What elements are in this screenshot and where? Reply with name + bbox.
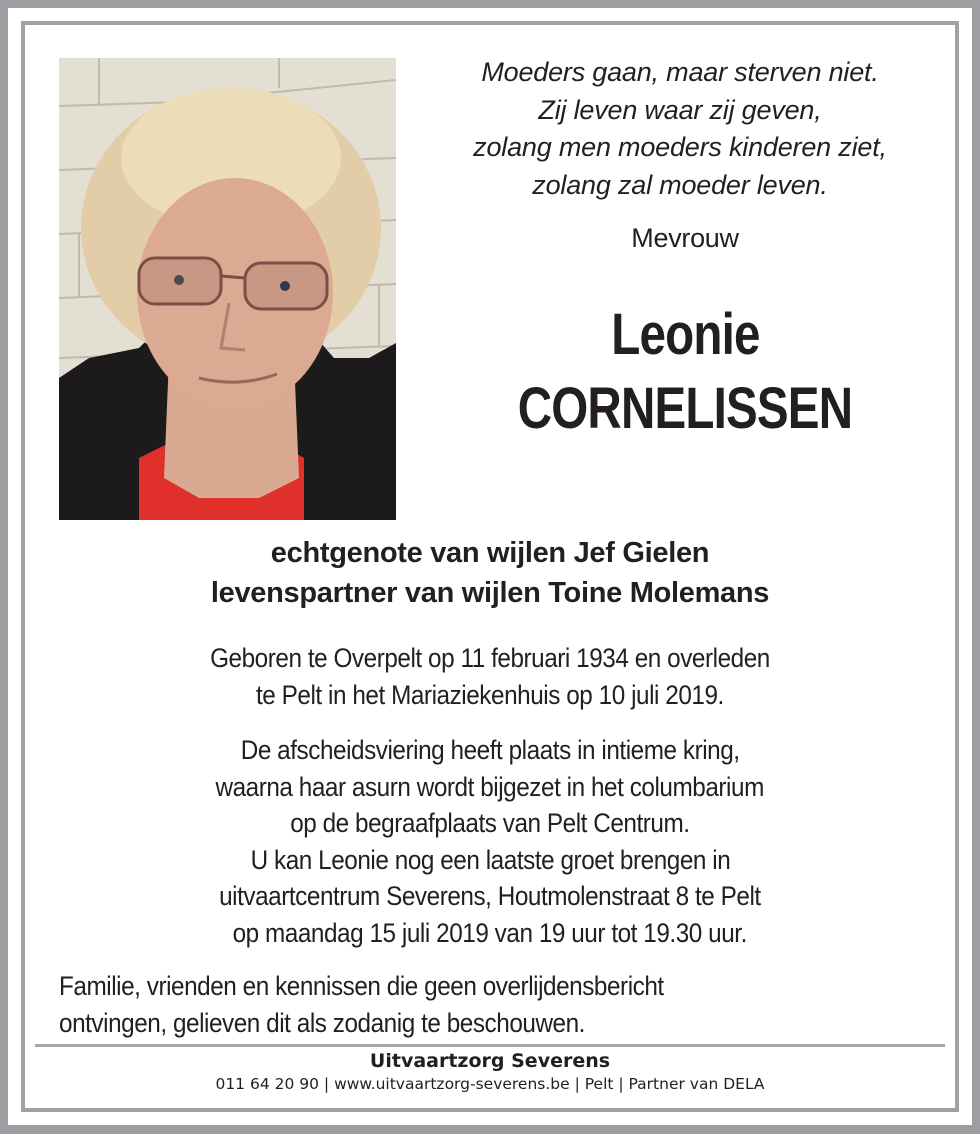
last-name: CORNELISSEN xyxy=(517,376,853,441)
funeral-home-contact: 011 64 20 90 | www.uitvaartzorg-severens.be | Pelt | Partner van DELA xyxy=(215,1075,765,1093)
paragraph-line: te Pelt in het Mariaziekenhuis op 10 juli 2019. xyxy=(256,679,724,710)
paragraph-line: op maandag 15 juli 2019 van 19 uur tot 19.30 uur. xyxy=(232,917,748,948)
paragraph-line: U kan Leonie nog een laatste groet brengen in xyxy=(250,844,730,875)
portrait-photo-icon xyxy=(59,58,396,520)
funeral-home-name: Uitvaartzorg Severens xyxy=(369,1050,611,1072)
paragraph-line: Geboren te Overpelt op 11 februari 1934 en overleden xyxy=(210,643,770,673)
first-name: Leonie xyxy=(610,302,760,367)
ceremony-paragraph xyxy=(40,732,940,951)
portrait-photo xyxy=(59,58,396,520)
paragraph-line: op de begraafplaats van Pelt Centrum. xyxy=(290,808,690,838)
relation-line: levenspartner van wijlen Toine Molemans xyxy=(210,577,770,609)
relations xyxy=(59,533,921,613)
footer-divider xyxy=(35,1044,945,1047)
poem xyxy=(410,54,950,204)
poem-line: Moeders gaan, maar sterven niet. xyxy=(481,57,879,87)
deceased-name xyxy=(430,298,940,446)
paragraph-line: uitvaartcentrum Severens, Houtmolenstraat 8 te Pelt xyxy=(219,881,761,911)
relation-line: echtgenote van wijlen Jef Gielen xyxy=(270,537,710,569)
birth-death-paragraph xyxy=(40,640,940,713)
paragraph-line: ontvingen, gelieven dit als zodanig te beschouwen. xyxy=(59,1008,585,1038)
honorific-title: Mevrouw xyxy=(631,223,739,253)
poem-line: zolang zal moeder leven. xyxy=(532,169,828,200)
family-note xyxy=(59,968,939,1042)
paragraph-line: Familie, vrienden en kennissen die geen overlijdensbericht xyxy=(59,971,664,1001)
poem-line: Zij leven waar zij geven, xyxy=(538,94,822,125)
paragraph-line: waarna haar asurn wordt bijgezet in het columbarium xyxy=(215,771,765,802)
poem-line: zolang men moeders kinderen ziet, xyxy=(473,132,887,162)
paragraph-line: De afscheidsviering heeft plaats in intieme kring, xyxy=(240,735,740,765)
